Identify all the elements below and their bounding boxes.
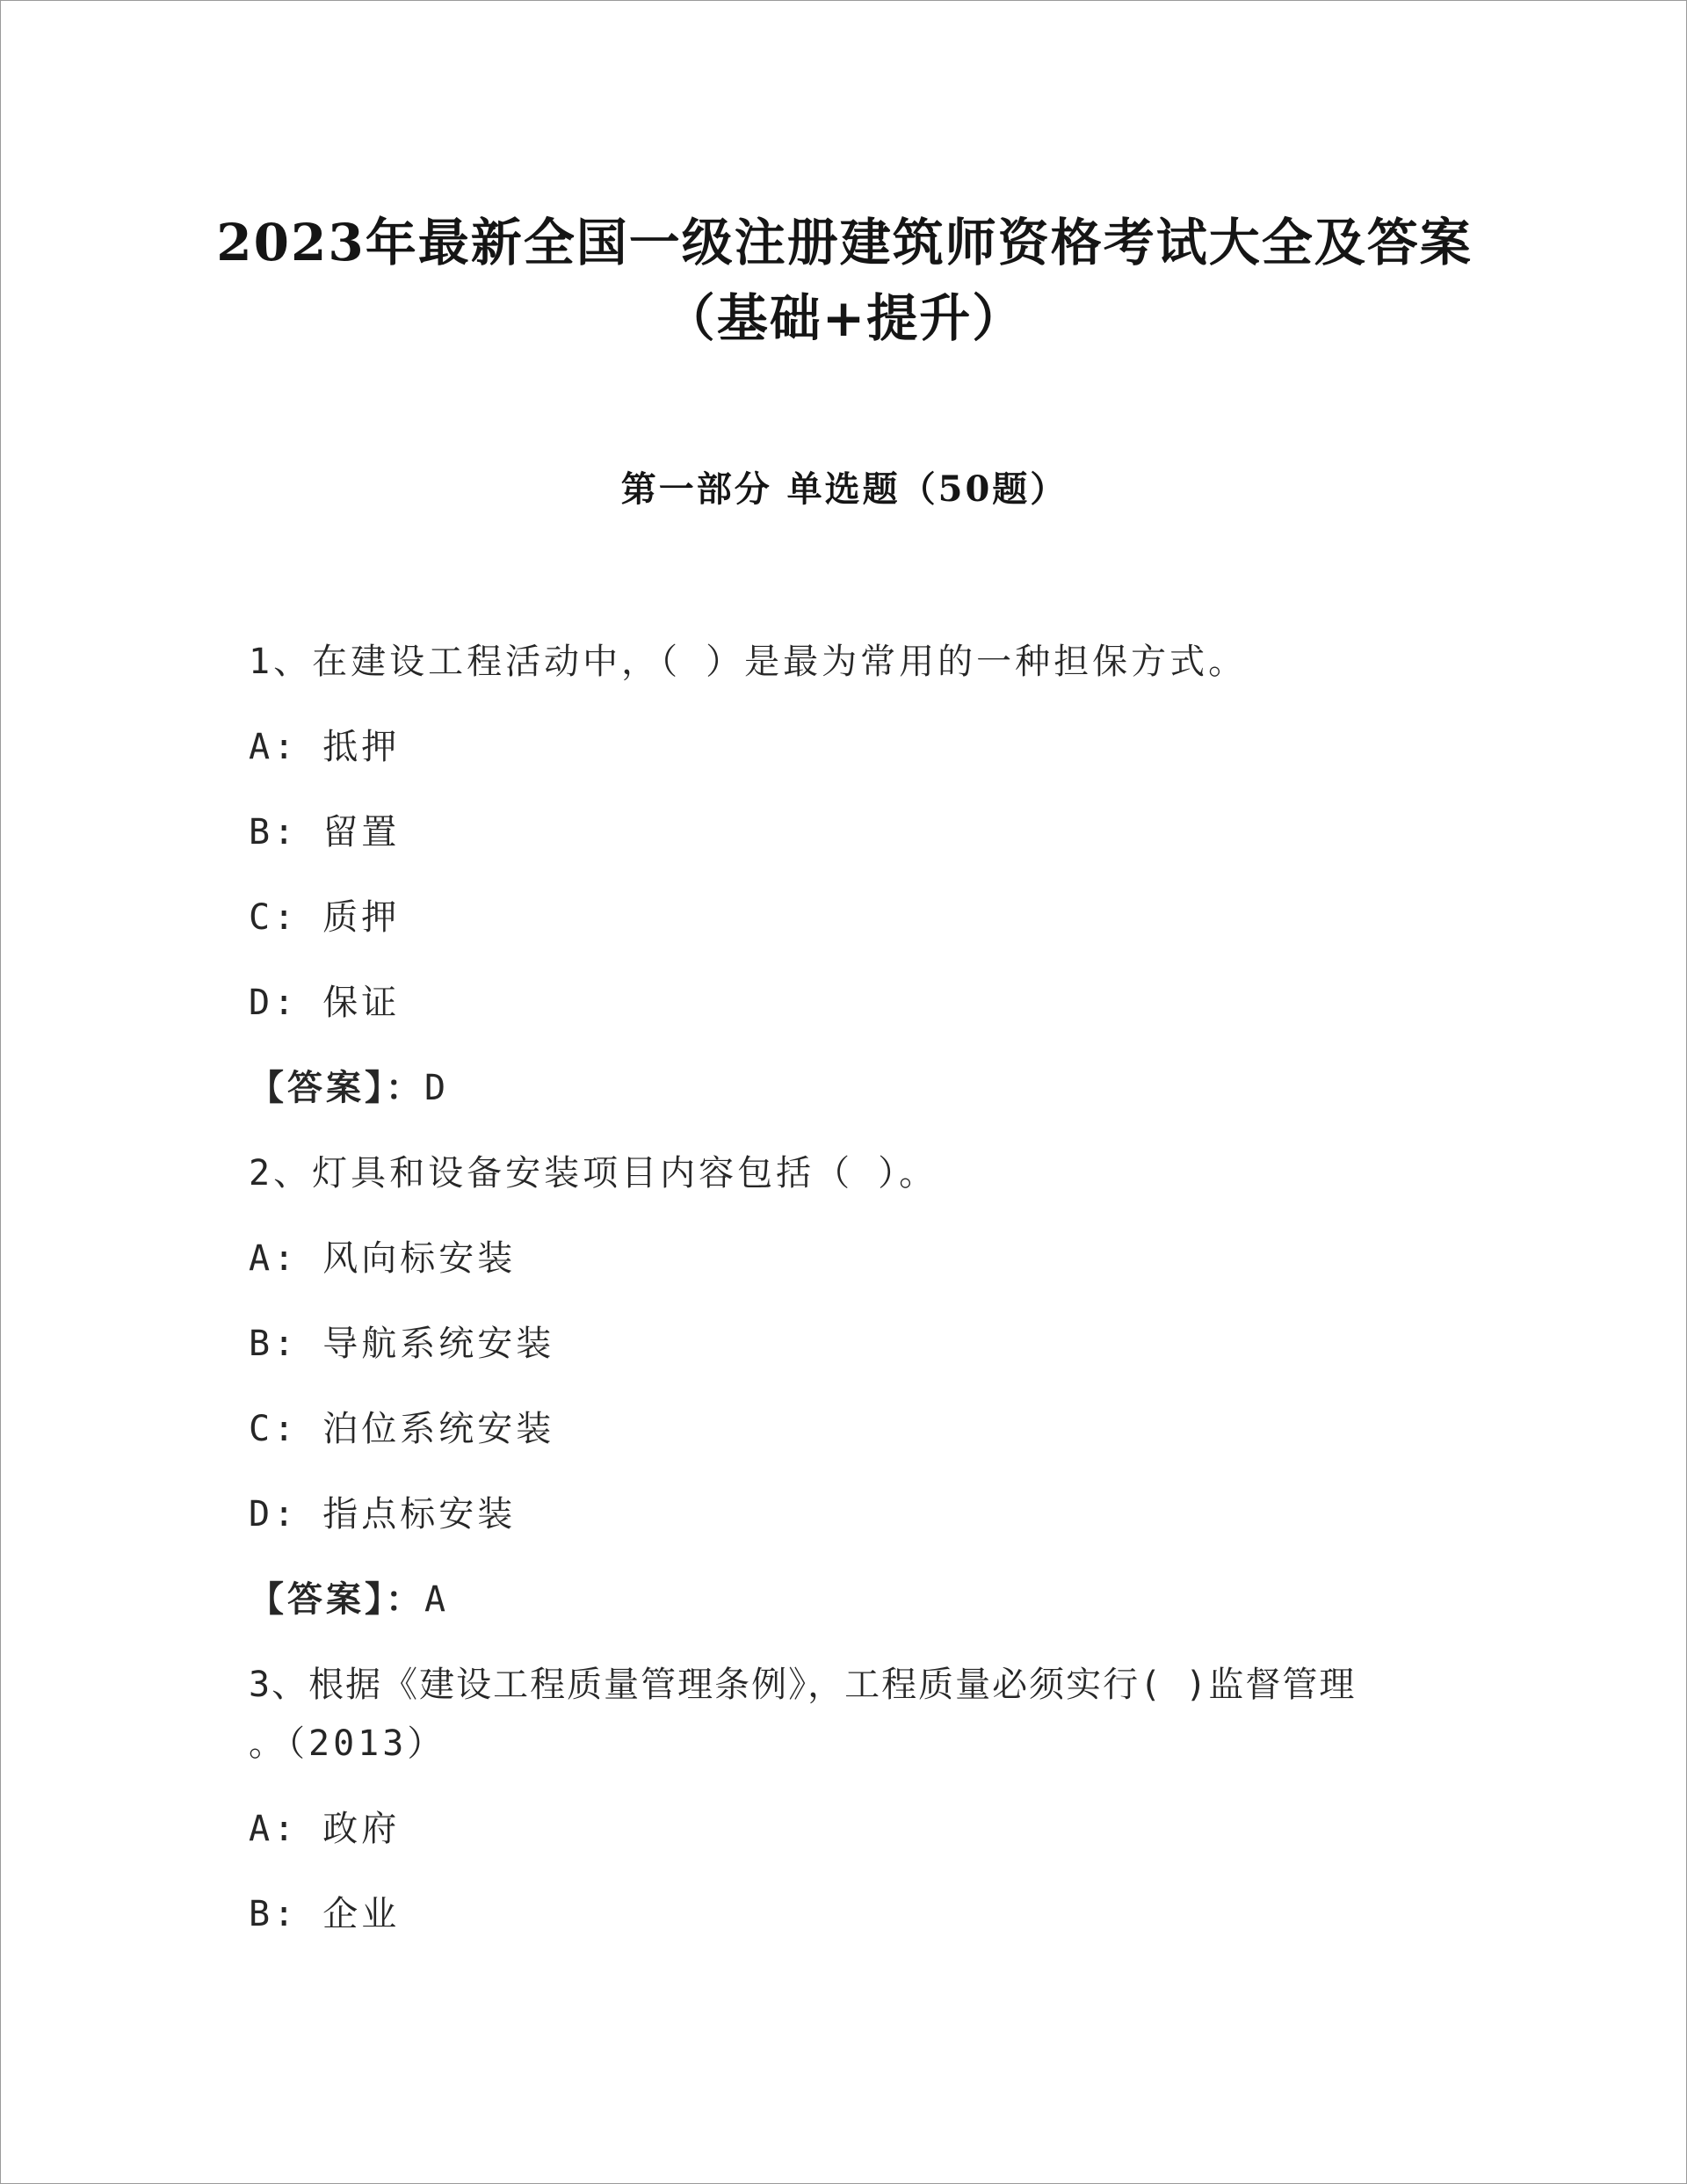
question-1-option-c: C: 质押 bbox=[249, 897, 401, 938]
question-1-stem: 1、在建设工程活动中，（ ）是最为常用的一种担保方式。 bbox=[249, 642, 1248, 682]
question-2-option-a: A: 风向标安装 bbox=[249, 1238, 517, 1279]
question-3-stem-line-1: 3、根据《建设工程质量管理条例》，工程质量必须实行( )监督管理 bbox=[249, 1665, 1357, 1705]
question-2-stem: 2、灯具和设备安装项目内容包括（ ）。 bbox=[249, 1153, 938, 1194]
answer-value: A bbox=[424, 1579, 450, 1620]
question-3-option-b: B: 企业 bbox=[249, 1894, 401, 1934]
answer-value: D bbox=[424, 1068, 450, 1108]
question-1-answer bbox=[249, 1060, 449, 1110]
document-title-line-1: 2023年最新全国一级注册建筑师资格考试大全及答案 bbox=[216, 213, 1473, 272]
answer-label: 【答案】： bbox=[249, 1579, 424, 1620]
question-3-option-a: A: 政府 bbox=[249, 1809, 401, 1849]
question-1-option-d: D: 保证 bbox=[249, 983, 401, 1023]
question-2-option-b: B: 导航系统安装 bbox=[249, 1324, 555, 1364]
question-2-option-d: D: 指点标安装 bbox=[249, 1494, 517, 1535]
answer-label: 【答案】： bbox=[249, 1068, 424, 1108]
section-heading: 第一部分 单选题（50题） bbox=[620, 468, 1068, 510]
question-1-option-a: A: 抵押 bbox=[249, 727, 401, 767]
question-2-answer bbox=[249, 1571, 449, 1622]
question-3-stem-line-2: 。（2013） bbox=[249, 1723, 446, 1764]
document-title-line-2: （基础+提升） bbox=[663, 288, 1025, 348]
question-2-option-c: C: 泊位系统安装 bbox=[249, 1409, 555, 1449]
question-1-option-b: B: 留置 bbox=[249, 812, 401, 853]
